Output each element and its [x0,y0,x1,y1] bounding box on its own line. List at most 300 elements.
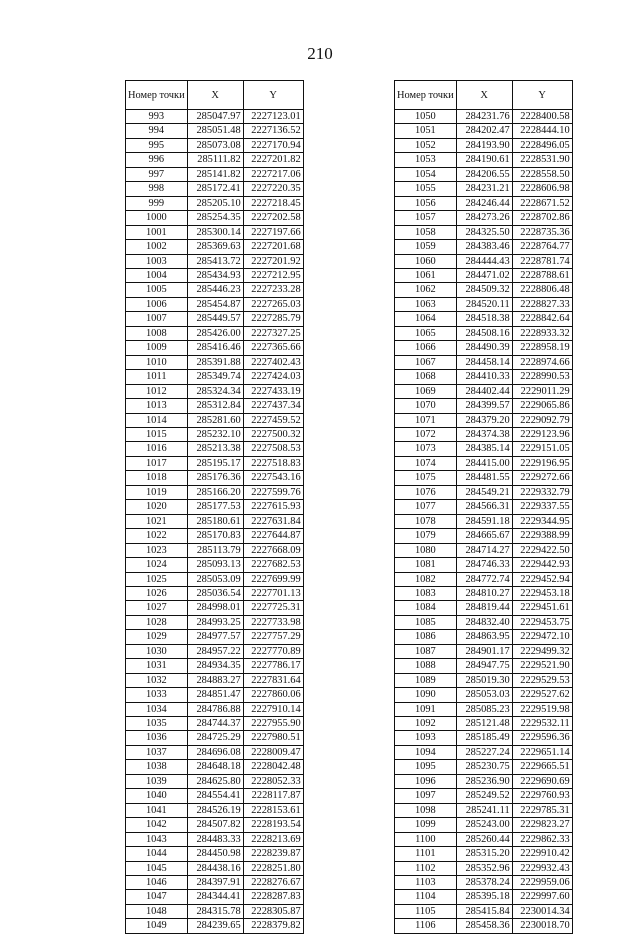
table-row [126,558,304,572]
x-coordinate-cell: 285426.00 [187,326,243,340]
x-coordinate-cell: 284450.98 [187,847,243,861]
x-coordinate-cell: 284202.47 [456,124,512,138]
y-coordinate-cell: 2227644.87 [243,529,303,543]
table-row [395,832,573,846]
y-coordinate-cell: 2229453.18 [512,586,572,600]
x-coordinate-cell: 285176.36 [187,471,243,485]
y-coordinate-cell: 2227212.95 [243,268,303,282]
x-coordinate-cell: 284520.11 [456,297,512,311]
x-coordinate-cell: 285449.57 [187,312,243,326]
table-row [126,673,304,687]
table-row [126,225,304,239]
x-coordinate-cell: 284957.22 [187,644,243,658]
table-row [126,760,304,774]
y-coordinate-cell: 2229529.53 [512,673,572,687]
table-row [126,427,304,441]
table-row [395,384,573,398]
y-coordinate-cell: 2228400.58 [512,110,572,124]
point-number-cell: 1099 [395,818,457,832]
point-number-cell: 1087 [395,644,457,658]
y-coordinate-cell: 2229823.27 [512,818,572,832]
y-coordinate-cell: 2227786.17 [243,659,303,673]
point-number-cell: 1054 [395,167,457,181]
table-row [126,138,304,152]
x-coordinate-cell: 284810.27 [456,586,512,600]
y-coordinate-cell: 2227217.06 [243,167,303,181]
x-coordinate-cell: 285205.10 [187,196,243,210]
table-row [395,904,573,918]
point-number-cell: 1032 [126,673,188,687]
table-row [395,283,573,297]
table-row [126,789,304,803]
table-row [126,644,304,658]
table-row [126,182,304,196]
x-coordinate-cell: 285391.88 [187,355,243,369]
point-number-cell: 1000 [126,211,188,225]
point-number-cell: 1016 [126,442,188,456]
y-coordinate-cell: 2227233.28 [243,283,303,297]
y-coordinate-cell: 2229499.32 [512,644,572,658]
table-row [395,485,573,499]
coordinates-table-right [394,80,573,934]
x-coordinate-cell: 284625.80 [187,774,243,788]
x-coordinate-cell: 285019.30 [456,673,512,687]
y-coordinate-cell: 2229196.95 [512,456,572,470]
table-row [395,644,573,658]
y-coordinate-cell: 2227860.06 [243,688,303,702]
table-row [126,399,304,413]
table-row [126,211,304,225]
x-coordinate-cell: 284526.19 [187,803,243,817]
y-coordinate-cell: 2229452.94 [512,572,572,586]
point-number-cell: 1003 [126,254,188,268]
point-number-cell: 1085 [395,615,457,629]
point-number-cell: 996 [126,153,188,167]
x-coordinate-cell: 285458.36 [456,919,512,933]
x-coordinate-cell: 284438.16 [187,861,243,875]
table-row [126,543,304,557]
point-number-cell: 1092 [395,717,457,731]
x-coordinate-cell: 285315.20 [456,847,512,861]
table-header-row [126,81,304,110]
y-coordinate-cell: 2229785.31 [512,803,572,817]
table-row [395,138,573,152]
y-coordinate-cell: 2227831.64 [243,673,303,687]
y-coordinate-cell: 2227201.82 [243,153,303,167]
x-coordinate-cell: 284509.32 [456,283,512,297]
table-row [126,876,304,890]
point-number-cell: 1020 [126,500,188,514]
table-row [395,254,573,268]
table-row [395,427,573,441]
x-coordinate-cell: 284883.27 [187,673,243,687]
x-coordinate-cell: 285195.17 [187,456,243,470]
point-number-cell: 1096 [395,774,457,788]
x-coordinate-cell: 285254.35 [187,211,243,225]
point-number-cell: 1004 [126,268,188,282]
y-coordinate-cell: 2227201.92 [243,254,303,268]
table-row [395,919,573,933]
table-row [126,717,304,731]
y-coordinate-cell: 2227123.01 [243,110,303,124]
table-row [126,312,304,326]
header-y: Y [243,81,303,110]
y-coordinate-cell: 2227136.52 [243,124,303,138]
point-number-cell: 998 [126,182,188,196]
y-coordinate-cell: 2228806.48 [512,283,572,297]
x-coordinate-cell: 285180.61 [187,514,243,528]
x-coordinate-cell: 284665.67 [456,529,512,543]
table-row [395,659,573,673]
header-point-number: Номер точки [395,81,457,110]
y-coordinate-cell: 2228531.90 [512,153,572,167]
x-coordinate-cell: 284934.35 [187,659,243,673]
x-coordinate-cell: 284239.65 [187,919,243,933]
point-number-cell: 1014 [126,413,188,427]
y-coordinate-cell: 2227220.35 [243,182,303,196]
table-row [126,688,304,702]
point-number-cell: 1012 [126,384,188,398]
table-row [395,124,573,138]
point-number-cell: 1049 [126,919,188,933]
page-number: 210 [307,44,333,63]
point-number-cell: 1071 [395,413,457,427]
table-row [395,211,573,225]
table-row [395,196,573,210]
table-row [395,370,573,384]
y-coordinate-cell: 2228788.61 [512,268,572,282]
x-coordinate-cell: 284746.33 [456,558,512,572]
table-row [395,803,573,817]
point-number-cell: 1009 [126,341,188,355]
table-row [395,601,573,615]
point-number-cell: 1058 [395,225,457,239]
point-number-cell: 1056 [395,196,457,210]
point-number-cell: 1030 [126,644,188,658]
table-row [126,326,304,340]
point-number-cell: 1044 [126,847,188,861]
x-coordinate-cell: 284998.01 [187,601,243,615]
y-coordinate-cell: 2227170.94 [243,138,303,152]
point-number-cell: 1067 [395,355,457,369]
x-coordinate-cell: 285312.84 [187,399,243,413]
table-row [395,615,573,629]
point-number-cell: 1073 [395,442,457,456]
table-row [395,586,573,600]
y-coordinate-cell: 2230018.70 [512,919,572,933]
point-number-cell: 1024 [126,558,188,572]
point-number-cell: 1026 [126,586,188,600]
header-y: Y [512,81,572,110]
point-number-cell: 1097 [395,789,457,803]
point-number-cell: 1101 [395,847,457,861]
x-coordinate-cell: 285170.83 [187,529,243,543]
table-body [395,110,573,934]
x-coordinate-cell: 284273.26 [456,211,512,225]
point-number-cell: 1031 [126,659,188,673]
point-number-cell: 1076 [395,485,457,499]
x-coordinate-cell: 284481.55 [456,471,512,485]
y-coordinate-cell: 2227910.14 [243,702,303,716]
table-row [126,572,304,586]
x-coordinate-cell: 285085.23 [456,702,512,716]
y-coordinate-cell: 2227202.58 [243,211,303,225]
x-coordinate-cell: 285113.79 [187,543,243,557]
table-row [126,702,304,716]
point-number-cell: 1050 [395,110,457,124]
x-coordinate-cell: 285047.97 [187,110,243,124]
table-row [395,673,573,687]
x-coordinate-cell: 284819.44 [456,601,512,615]
table-row [395,818,573,832]
x-coordinate-cell: 285378.24 [456,876,512,890]
point-number-cell: 1002 [126,240,188,254]
table-row [126,110,304,124]
point-number-cell: 1053 [395,153,457,167]
y-coordinate-cell: 2228606.98 [512,182,572,196]
y-coordinate-cell: 2227508.53 [243,442,303,456]
x-coordinate-cell: 285349.74 [187,370,243,384]
x-coordinate-cell: 284508.16 [456,326,512,340]
x-coordinate-cell: 284786.88 [187,702,243,716]
y-coordinate-cell: 2228702.86 [512,211,572,225]
y-coordinate-cell: 2227980.51 [243,731,303,745]
point-number-cell: 1039 [126,774,188,788]
point-number-cell: 1077 [395,500,457,514]
y-coordinate-cell: 2227433.19 [243,384,303,398]
point-number-cell: 1089 [395,673,457,687]
table-row [126,919,304,933]
y-coordinate-cell: 2229442.93 [512,558,572,572]
point-number-cell: 1006 [126,297,188,311]
table-row [126,485,304,499]
y-coordinate-cell: 2229596.36 [512,731,572,745]
table-row [126,803,304,817]
point-number-cell: 1036 [126,731,188,745]
y-coordinate-cell: 2229532.11 [512,717,572,731]
table-row [395,789,573,803]
x-coordinate-cell: 285415.84 [456,904,512,918]
point-number-cell: 1021 [126,514,188,528]
y-coordinate-cell: 2228117.87 [243,789,303,803]
point-number-cell: 1011 [126,370,188,384]
table-row [395,572,573,586]
table-row [126,167,304,181]
x-coordinate-cell: 285324.34 [187,384,243,398]
y-coordinate-cell: 2227518.83 [243,456,303,470]
point-number-cell: 1094 [395,745,457,759]
point-number-cell: 1018 [126,471,188,485]
point-number-cell: 1037 [126,745,188,759]
table-row [126,124,304,138]
x-coordinate-cell: 285172.41 [187,182,243,196]
x-coordinate-cell: 284402.44 [456,384,512,398]
y-coordinate-cell: 2228764.77 [512,240,572,254]
point-number-cell: 1066 [395,341,457,355]
point-number-cell: 1091 [395,702,457,716]
table-row [126,514,304,528]
y-coordinate-cell: 2227201.68 [243,240,303,254]
table-row [395,847,573,861]
y-coordinate-cell: 2228042.48 [243,760,303,774]
x-coordinate-cell: 285185.49 [456,731,512,745]
x-coordinate-cell: 284193.90 [456,138,512,152]
y-coordinate-cell: 2229527.62 [512,688,572,702]
table-row [395,500,573,514]
x-coordinate-cell: 284190.61 [456,153,512,167]
x-coordinate-cell: 285236.90 [456,774,512,788]
x-coordinate-cell: 284591.18 [456,514,512,528]
point-number-cell: 1034 [126,702,188,716]
point-number-cell: 1007 [126,312,188,326]
x-coordinate-cell: 285036.54 [187,586,243,600]
point-number-cell: 1103 [395,876,457,890]
y-coordinate-cell: 2229451.61 [512,601,572,615]
x-coordinate-cell: 284696.08 [187,745,243,759]
y-coordinate-cell: 2227218.45 [243,196,303,210]
x-coordinate-cell: 284832.40 [456,615,512,629]
y-coordinate-cell: 2227955.90 [243,717,303,731]
x-coordinate-cell: 285395.18 [456,890,512,904]
point-number-cell: 1022 [126,529,188,543]
y-coordinate-cell: 2228671.52 [512,196,572,210]
point-number-cell: 1100 [395,832,457,846]
x-coordinate-cell: 284714.27 [456,543,512,557]
x-coordinate-cell: 284518.38 [456,312,512,326]
y-coordinate-cell: 2227699.99 [243,572,303,586]
table-row [126,384,304,398]
table-row [395,341,573,355]
x-coordinate-cell: 285121.48 [456,717,512,731]
table-row [395,890,573,904]
table-row [126,818,304,832]
x-coordinate-cell: 284993.25 [187,615,243,629]
y-coordinate-cell: 2228213.69 [243,832,303,846]
x-coordinate-cell: 284397.91 [187,876,243,890]
point-number-cell: 1088 [395,659,457,673]
table-row [395,442,573,456]
table-row [126,268,304,282]
table-row [126,904,304,918]
table-row [395,745,573,759]
x-coordinate-cell: 285454.87 [187,297,243,311]
point-number-cell: 1055 [395,182,457,196]
y-coordinate-cell: 2229344.95 [512,514,572,528]
x-coordinate-cell: 284744.37 [187,717,243,731]
y-coordinate-cell: 2229910.42 [512,847,572,861]
x-coordinate-cell: 285243.00 [456,818,512,832]
point-number-cell: 994 [126,124,188,138]
x-coordinate-cell: 284246.44 [456,196,512,210]
y-coordinate-cell: 2227701.13 [243,586,303,600]
point-number-cell: 1051 [395,124,457,138]
x-coordinate-cell: 284851.47 [187,688,243,702]
table-row [395,240,573,254]
y-coordinate-cell: 2229151.05 [512,442,572,456]
point-number-cell: 1082 [395,572,457,586]
point-number-cell: 1052 [395,138,457,152]
y-coordinate-cell: 2227265.03 [243,297,303,311]
point-number-cell: 1065 [395,326,457,340]
x-coordinate-cell: 285093.13 [187,558,243,572]
point-number-cell: 1078 [395,514,457,528]
y-coordinate-cell: 2228305.87 [243,904,303,918]
x-coordinate-cell: 284315.78 [187,904,243,918]
point-number-cell: 1057 [395,211,457,225]
y-coordinate-cell: 2227459.52 [243,413,303,427]
point-number-cell: 1045 [126,861,188,875]
table-row [126,341,304,355]
x-coordinate-cell: 284725.29 [187,731,243,745]
x-coordinate-cell: 285241.11 [456,803,512,817]
table-row [126,196,304,210]
table-header-row [395,81,573,110]
point-number-cell: 1062 [395,283,457,297]
header-x: X [456,81,512,110]
y-coordinate-cell: 2228276.67 [243,876,303,890]
point-number-cell: 1075 [395,471,457,485]
table-row [126,413,304,427]
point-number-cell: 999 [126,196,188,210]
y-coordinate-cell: 2229760.93 [512,789,572,803]
point-number-cell: 1084 [395,601,457,615]
table-row [395,543,573,557]
y-coordinate-cell: 2227437.34 [243,399,303,413]
table-row [395,355,573,369]
table-row [395,297,573,311]
point-number-cell: 1063 [395,297,457,311]
x-coordinate-cell: 285434.93 [187,268,243,282]
point-number-cell: 1042 [126,818,188,832]
point-number-cell: 1064 [395,312,457,326]
x-coordinate-cell: 285446.23 [187,283,243,297]
table-row [395,182,573,196]
point-number-cell: 1001 [126,225,188,239]
x-coordinate-cell: 284206.55 [456,167,512,181]
table-row [395,717,573,731]
x-coordinate-cell: 284379.20 [456,413,512,427]
point-number-cell: 1013 [126,399,188,413]
x-coordinate-cell: 285073.08 [187,138,243,152]
y-coordinate-cell: 2229519.98 [512,702,572,716]
x-coordinate-cell: 285352.96 [456,861,512,875]
table-row [395,529,573,543]
y-coordinate-cell: 2228153.61 [243,803,303,817]
table-row [395,861,573,875]
y-coordinate-cell: 2228781.74 [512,254,572,268]
y-coordinate-cell: 2227500.32 [243,427,303,441]
x-coordinate-cell: 284490.39 [456,341,512,355]
x-coordinate-cell: 284549.21 [456,485,512,499]
x-coordinate-cell: 284444.43 [456,254,512,268]
x-coordinate-cell: 284325.50 [456,225,512,239]
point-number-cell: 1086 [395,630,457,644]
table-row [395,268,573,282]
table-row [126,283,304,297]
y-coordinate-cell: 2229959.06 [512,876,572,890]
table-row [126,630,304,644]
table-row [395,630,573,644]
table-row [395,153,573,167]
header-point-number: Номер точки [126,81,188,110]
table-row [126,832,304,846]
point-number-cell: 1104 [395,890,457,904]
y-coordinate-cell: 2229997.60 [512,890,572,904]
x-coordinate-cell: 284507.82 [187,818,243,832]
point-number-cell: 1015 [126,427,188,441]
x-coordinate-cell: 284231.76 [456,110,512,124]
x-coordinate-cell: 284399.57 [456,399,512,413]
